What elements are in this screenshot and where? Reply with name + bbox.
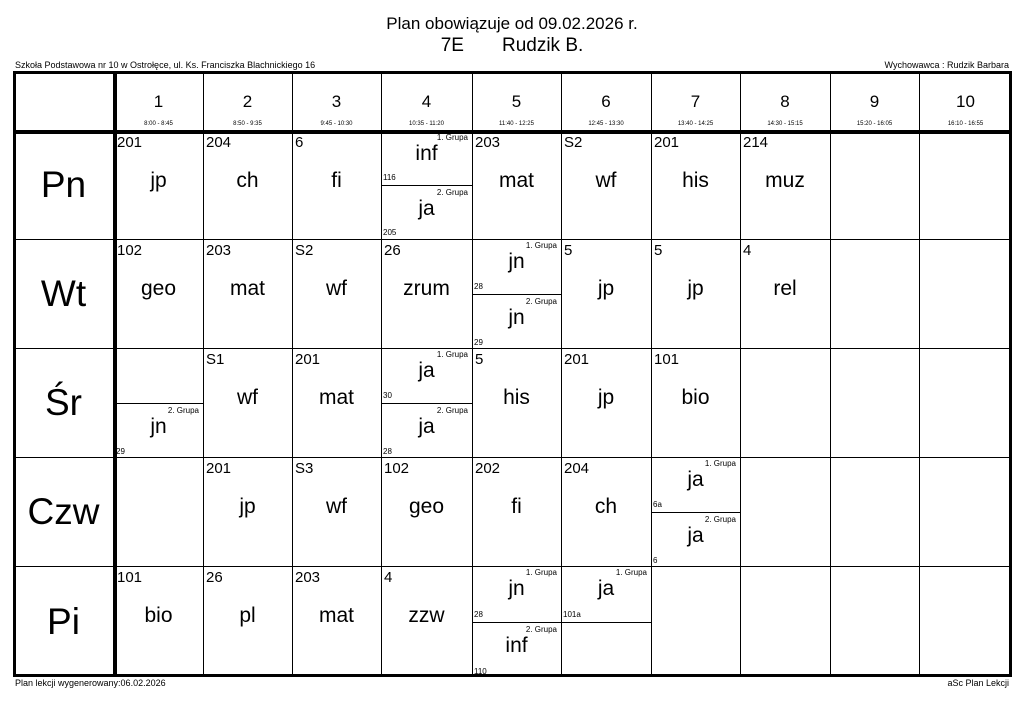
group-lesson	[472, 568, 561, 620]
lesson-cell	[381, 457, 472, 566]
subject-label: inf	[415, 142, 438, 165]
subject-label: geo	[140, 277, 177, 300]
tutor-name: Wychowawca : Rudzik Barbara	[884, 60, 1009, 70]
subject-label: ja	[687, 524, 704, 547]
group-lesson	[114, 406, 203, 457]
group-label: 1. Grupa	[525, 241, 557, 250]
lesson-cell	[114, 348, 203, 457]
lesson-cell	[203, 457, 292, 566]
room-number: 101	[117, 569, 143, 586]
room-number: 5	[654, 242, 663, 259]
period-number: 1	[153, 92, 164, 111]
subject-label: jp	[239, 495, 256, 518]
group-label: 1. Grupa	[436, 350, 468, 359]
lesson-cell	[292, 457, 381, 566]
room-number: 102	[384, 460, 410, 477]
lesson-cell	[203, 131, 292, 239]
period-time: 9:45 - 10:30	[320, 121, 353, 127]
room-number: 110	[474, 667, 487, 676]
subject-label: jp	[687, 277, 704, 300]
period-number: 2	[242, 92, 253, 111]
period-time: 8:00 - 8:45	[144, 121, 173, 127]
room-number: 204	[206, 134, 232, 151]
room-number: S2	[295, 242, 314, 259]
group-label: 2. Grupa	[704, 515, 736, 524]
lesson-cell	[203, 348, 292, 457]
subject-label: jn	[508, 577, 525, 600]
period-header	[381, 71, 472, 131]
subject-label: jp	[150, 169, 167, 192]
lesson-cell	[203, 566, 292, 677]
room-number: 26	[206, 569, 223, 586]
subject-label: ch	[236, 169, 259, 192]
group-divider	[381, 403, 472, 404]
period-time: 15:20 - 16:05	[856, 121, 893, 127]
room-number: 102	[117, 242, 143, 259]
period-header	[472, 71, 561, 131]
room-number: S3	[295, 460, 314, 477]
room-number: 205	[383, 228, 397, 237]
lesson-cell	[381, 239, 472, 348]
room-number: 203	[475, 134, 501, 151]
period-time: 11:40 - 12:25	[499, 121, 534, 127]
lesson-cell	[472, 131, 561, 239]
period-time: 13:40 - 14:25	[677, 121, 714, 127]
group-divider	[472, 622, 561, 623]
subject-label: pl	[239, 604, 256, 627]
day-label: Wt	[40, 272, 87, 314]
period-header	[919, 71, 1012, 131]
group-divider	[472, 294, 561, 295]
room-number: S1	[206, 351, 225, 368]
room-number: 28	[383, 447, 392, 456]
period-header	[114, 71, 203, 131]
lesson-cell	[651, 239, 740, 348]
day-label: Czw	[27, 490, 100, 532]
lesson-cell	[292, 239, 381, 348]
lesson-cell	[114, 239, 203, 348]
period-time: 8:50 - 9:35	[233, 121, 262, 127]
subject-label: fi	[511, 495, 522, 518]
room-number: 101	[654, 351, 680, 368]
group-label: 2. Grupa	[167, 406, 199, 415]
lesson-cell	[292, 566, 381, 677]
lesson-cell	[740, 131, 830, 239]
subject-label: jn	[508, 250, 525, 273]
lesson-cell	[292, 348, 381, 457]
lesson-cell	[561, 348, 651, 457]
room-number: 201	[295, 351, 321, 368]
school-name: Szkoła Podstawowa nr 10 w Ostrołęce, ul. Ks. Franciszka Blachnickiego 16	[15, 60, 316, 70]
lesson-cell	[114, 131, 203, 239]
subject-label: bio	[681, 386, 710, 409]
class-heading	[0, 35, 1024, 57]
period-number: 7	[690, 92, 701, 111]
lesson-cell	[114, 566, 203, 677]
room-number: 4	[384, 569, 393, 586]
room-number: 101a	[563, 610, 581, 619]
subject-label: ch	[594, 495, 618, 518]
group-lesson	[381, 133, 472, 183]
room-number: 6a	[653, 500, 662, 509]
room-number: 201	[206, 460, 232, 477]
lesson-cell	[381, 566, 472, 677]
subject-label: ja	[418, 359, 435, 382]
subject-label: wf	[237, 386, 258, 409]
group-label: 2. Grupa	[525, 297, 557, 306]
group-lesson	[651, 459, 740, 510]
group-lesson	[472, 241, 561, 292]
room-number: 26	[384, 242, 401, 259]
period-header	[561, 71, 651, 131]
grid-line-v	[919, 71, 920, 677]
subject-label: jp	[597, 386, 615, 409]
subject-label: muz	[765, 169, 805, 192]
period-number: 4	[421, 92, 432, 111]
room-number: 29	[474, 338, 483, 347]
lesson-cell	[651, 457, 740, 566]
group-lesson	[381, 350, 472, 401]
room-number: 29	[116, 447, 125, 456]
day-label: Śr	[45, 381, 82, 423]
subject-label: rel	[773, 277, 797, 300]
group-lesson	[651, 515, 740, 566]
lesson-cell	[561, 239, 651, 348]
room-number: 201	[654, 134, 680, 151]
lesson-cell	[472, 348, 561, 457]
subject-label: inf	[505, 634, 528, 657]
subject-label: zzw	[408, 604, 445, 627]
subject-label: geo	[408, 495, 445, 518]
grid-line-v	[830, 71, 831, 677]
subject-label: mat	[318, 386, 354, 409]
period-number: 8	[780, 92, 790, 111]
room-number: 201	[117, 134, 143, 151]
period-header	[203, 71, 292, 131]
generated-date: Plan lekcji wygenerowany:06.02.2026	[15, 678, 166, 688]
room-number: 214	[743, 134, 769, 151]
subject-label: mat	[229, 277, 265, 300]
period-time: 12:45 - 13:30	[588, 121, 624, 127]
lesson-cell	[561, 566, 651, 677]
period-header	[740, 71, 830, 131]
room-number: 28	[474, 282, 483, 291]
room-number: 6	[653, 556, 658, 565]
lesson-cell	[472, 566, 561, 677]
group-label: 2. Grupa	[525, 625, 557, 634]
teacher-short: Rudzik B.	[501, 35, 584, 56]
period-header	[292, 71, 381, 131]
period-time: 10:35 - 11:20	[409, 121, 444, 127]
group-lesson	[381, 406, 472, 457]
lesson-cell	[651, 131, 740, 239]
subject-label: ja	[597, 577, 615, 600]
lesson-cell	[203, 239, 292, 348]
group-label: 1. Grupa	[525, 568, 557, 577]
room-number: 5	[564, 242, 573, 259]
subject-label: zrum	[403, 277, 450, 300]
subject-label: ja	[418, 197, 435, 220]
subject-label: his	[682, 169, 709, 192]
group-divider	[114, 403, 203, 404]
room-number: 30	[383, 391, 392, 400]
period-header	[651, 71, 740, 131]
period-number: 5	[511, 92, 522, 111]
room-number: 4	[743, 242, 752, 259]
lesson-cell	[472, 457, 561, 566]
lesson-cell	[381, 131, 472, 239]
group-label: 1. Grupa	[436, 133, 468, 142]
lesson-cell	[740, 239, 830, 348]
room-number: 201	[564, 351, 590, 368]
room-number: 5	[475, 351, 484, 368]
class-name: 7E	[440, 35, 464, 56]
lesson-cell	[292, 131, 381, 239]
group-lesson	[381, 188, 472, 238]
group-lesson	[472, 625, 561, 677]
period-header	[830, 71, 919, 131]
period-number: 6	[601, 92, 611, 111]
room-number: 202	[475, 460, 501, 477]
period-number: 3	[331, 92, 342, 111]
subject-label: mat	[498, 169, 534, 192]
subject-label: wf	[326, 277, 347, 300]
subject-label: ja	[418, 415, 435, 438]
subject-label: ja	[687, 468, 704, 491]
subject-label: jp	[597, 277, 615, 300]
timetable-grid	[13, 71, 1012, 677]
lesson-cell	[561, 457, 651, 566]
group-divider	[561, 622, 651, 623]
room-number: 28	[474, 610, 483, 619]
group-label: 1. Grupa	[615, 568, 647, 577]
group-label: 2. Grupa	[436, 188, 468, 197]
lesson-cell	[472, 239, 561, 348]
subject-label: jn	[150, 415, 167, 438]
room-number: 203	[206, 242, 232, 259]
room-number: 204	[564, 460, 590, 477]
group-divider	[381, 185, 472, 186]
group-label: 1. Grupa	[704, 459, 736, 468]
app-credit: aSc Plan Lekcji	[947, 678, 1009, 688]
plan-title: Plan obowiązuje od 09.02.2026 r.	[386, 14, 638, 33]
group-label: 2. Grupa	[436, 406, 468, 415]
subject-label: mat	[318, 604, 354, 627]
day-label: Pi	[47, 600, 80, 642]
lesson-cell	[561, 131, 651, 239]
room-number: 116	[383, 173, 396, 182]
subject-label: wf	[326, 495, 347, 518]
group-divider	[651, 512, 740, 513]
subject-label: wf	[595, 169, 617, 192]
period-number: 10	[956, 92, 975, 111]
period-number: 9	[869, 92, 880, 111]
group-lesson	[561, 568, 651, 620]
subject-label: bio	[144, 604, 173, 627]
room-number: 6	[295, 134, 304, 151]
lesson-cell	[651, 348, 740, 457]
period-time: 14:30 - 15:15	[767, 121, 803, 127]
day-label: Pn	[40, 164, 87, 205]
subject-label: fi	[331, 169, 342, 192]
subject-label: his	[503, 386, 530, 409]
lesson-cell	[381, 348, 472, 457]
room-number: 203	[295, 569, 321, 586]
room-number: S2	[564, 134, 583, 151]
period-time: 16:10 - 16:55	[947, 121, 984, 127]
group-lesson	[472, 297, 561, 348]
subject-label: jn	[508, 306, 525, 329]
